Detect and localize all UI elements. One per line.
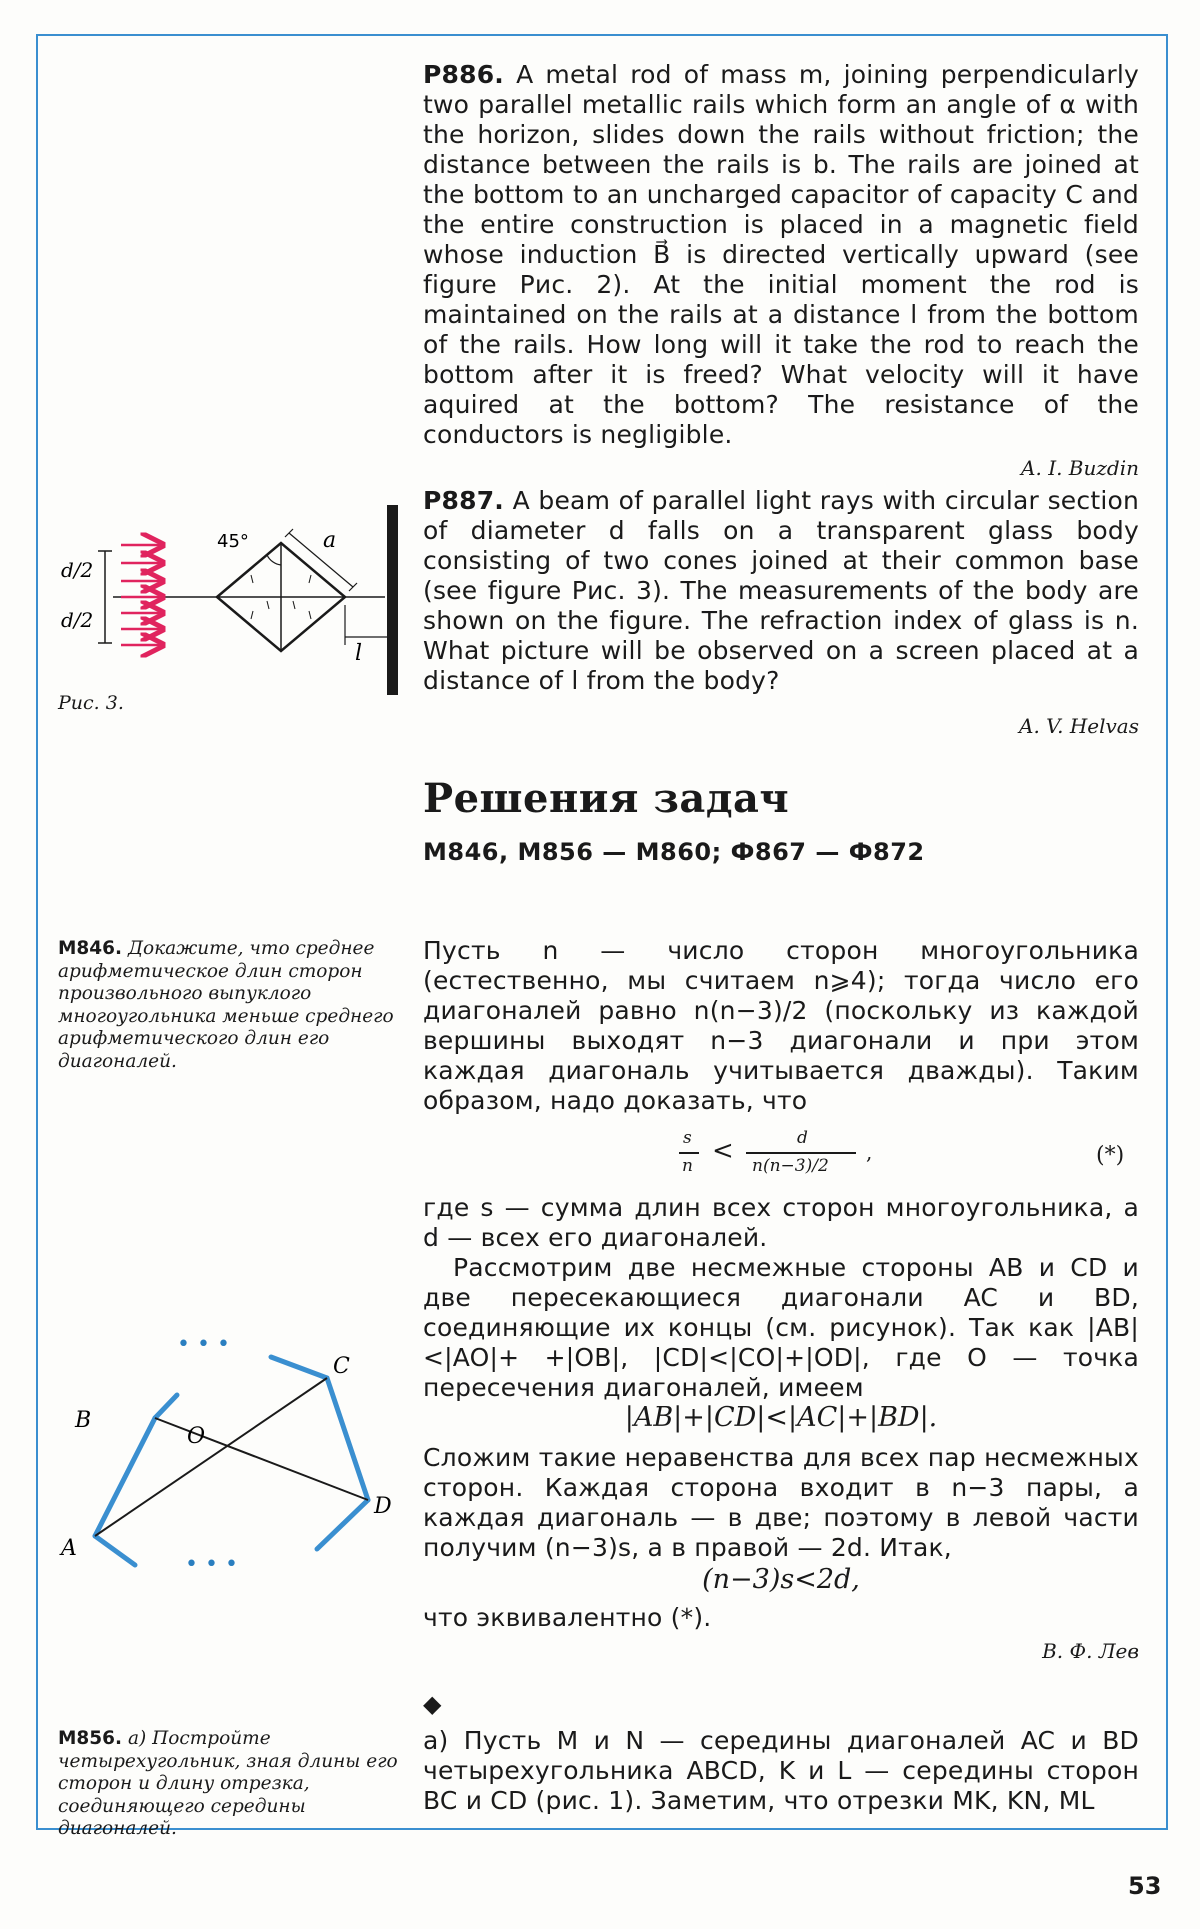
label-vertex-c: C: [333, 1354, 350, 1379]
inequality-1: |AB|+|CD|<|AC|+|BD|.: [624, 1402, 938, 1433]
frac-rhs-den: n(n−3)/2: [752, 1156, 829, 1176]
inequality-2: (n−3)s<2d,: [702, 1564, 860, 1595]
solution-paragraph: Рассмотрим две несмежные стороны AB и CD и две пересекающиеся диагонали AC и BD, соединяющие их концы (см. рисунок). Так как |AB|<|AO|+ +|OB|, |CD|<|CO|+|OD|, где O — точка пересечения диагоналей, имеем: [423, 1253, 1139, 1402]
author-signature: В. Ф. Лев: [1042, 1639, 1139, 1663]
problem-text: A beam of parallel light rays with circular section of diameter d falls on a transparent glass body consisting of two cones joined at their common base (see figure Рис. 3). The measurements of the body are shown on the figure. The refraction index of glass is n. What picture will be observed on a screen placed at a distance of l from the body?: [423, 486, 1140, 695]
problem-id: М846.: [58, 938, 123, 959]
section-subheading: М846, М856 — М860; Ф867 — Ф872: [423, 838, 925, 866]
formula-tag: (*): [1096, 1143, 1125, 1168]
author-signature: A. V. Helvas: [1019, 714, 1139, 738]
problem-p887: [423, 486, 1139, 696]
ellipsis-bottom: • • •: [185, 1552, 238, 1577]
statement-text: Докажите, что среднее арифметическое длин сторон произвольного выпуклого многоугольника меньше среднего арифметического длин его диагоналей.: [58, 938, 394, 1072]
frac-lhs-num: s: [683, 1128, 692, 1148]
solution-paragraph: Пусть n — число сторон многоугольника (естественно, мы считаем n⩾4); тогда число его диагоналей равно n(n−3)/2 (поскольку из каждой вершины выходят n−3 диагонали и при этом каждая диагональ учитывается дважды). Таким образом, надо доказать, что: [423, 936, 1139, 1115]
m846-polygon-figure: [55, 1332, 405, 1577]
diamond-marker: ◆: [423, 1690, 442, 1718]
fraction-bar: [679, 1152, 699, 1154]
problem-text: A metal rod of mass m, joining perpendicularly two parallel metallic rails which form an angle of α with the horizon, slides down the rails without friction; the distance between the rails is b. The rails are joined at the bottom to an uncharged capacitor of capacity C and the entire construction is placed in a magnetic field whose induction B⃗ is directed vertically upward (see figure Рис. 2). At the initial moment the rod is maintained on the rails at a distance l from the bottom of the rails. How long will it take the rod to reach the bottom after it is freed? What velocity will it have aquired at the bottom? The resistance of the conductors is negligible.: [423, 60, 1140, 449]
problem-id: P886.: [423, 60, 505, 89]
m846-solution-part4: [423, 1603, 1139, 1633]
section-heading: Решения задач: [423, 775, 790, 822]
m846-solution-part3: [423, 1443, 1139, 1563]
label-point-o: O: [187, 1424, 206, 1449]
solution-paragraph: что эквивалентно (*).: [423, 1603, 712, 1632]
figure-3-caption: Рис. 3.: [58, 692, 124, 714]
ellipsis-top: • • •: [177, 1332, 230, 1357]
label-d2-bottom: d/2: [61, 608, 94, 632]
label-a: a: [323, 528, 337, 553]
fraction-bar: [746, 1152, 856, 1154]
figure-3-diagram: [55, 505, 405, 695]
problem-id: P887.: [423, 486, 505, 515]
label-l: l: [355, 641, 363, 666]
statement-text: а) Постройте четырехугольник, зная длины его сторон и длину отрезка, соединяющего середины диагоналей.: [58, 1728, 398, 1839]
formula-operator: <: [712, 1136, 734, 1166]
label-vertex-a: A: [61, 1536, 77, 1561]
page-number: 53: [1128, 1872, 1162, 1900]
label-vertex-b: B: [75, 1408, 92, 1433]
m846-solution-part1: [423, 936, 1139, 1116]
label-angle: 45°: [217, 531, 249, 552]
label-vertex-d: D: [374, 1494, 392, 1519]
m856-solution: [423, 1726, 1139, 1816]
author-signature: A. I. Buzdin: [1021, 456, 1139, 480]
frac-lhs-den: n: [682, 1156, 693, 1176]
label-d2-top: d/2: [61, 558, 94, 582]
solution-paragraph: где s — сумма длин всех сторон многоугольника, а d — всех его диагоналей.: [423, 1193, 1139, 1252]
m846-solution-part2: [423, 1193, 1139, 1403]
frac-rhs-num: d: [797, 1128, 808, 1148]
formula-comma: ,: [866, 1140, 873, 1164]
problem-id: М856.: [58, 1728, 123, 1749]
solution-paragraph: а) Пусть M и N — середины диагоналей AC и BD четырехугольника ABCD, K и L — середины сторон BC и CD (рис. 1). Заметим, что отрезки MK, KN, ML: [423, 1726, 1139, 1815]
m846-statement: [58, 938, 398, 1073]
m856-statement: [58, 1728, 398, 1841]
problem-p886: [423, 60, 1139, 450]
solution-paragraph: Сложим такие неравенства для всех пар несмежных сторон. Каждая сторона входит в n−3 пары, а каждая диагональ — в две; поэтому в левой части получим (n−3)s, а в правой — 2d. Итак,: [423, 1443, 1139, 1562]
